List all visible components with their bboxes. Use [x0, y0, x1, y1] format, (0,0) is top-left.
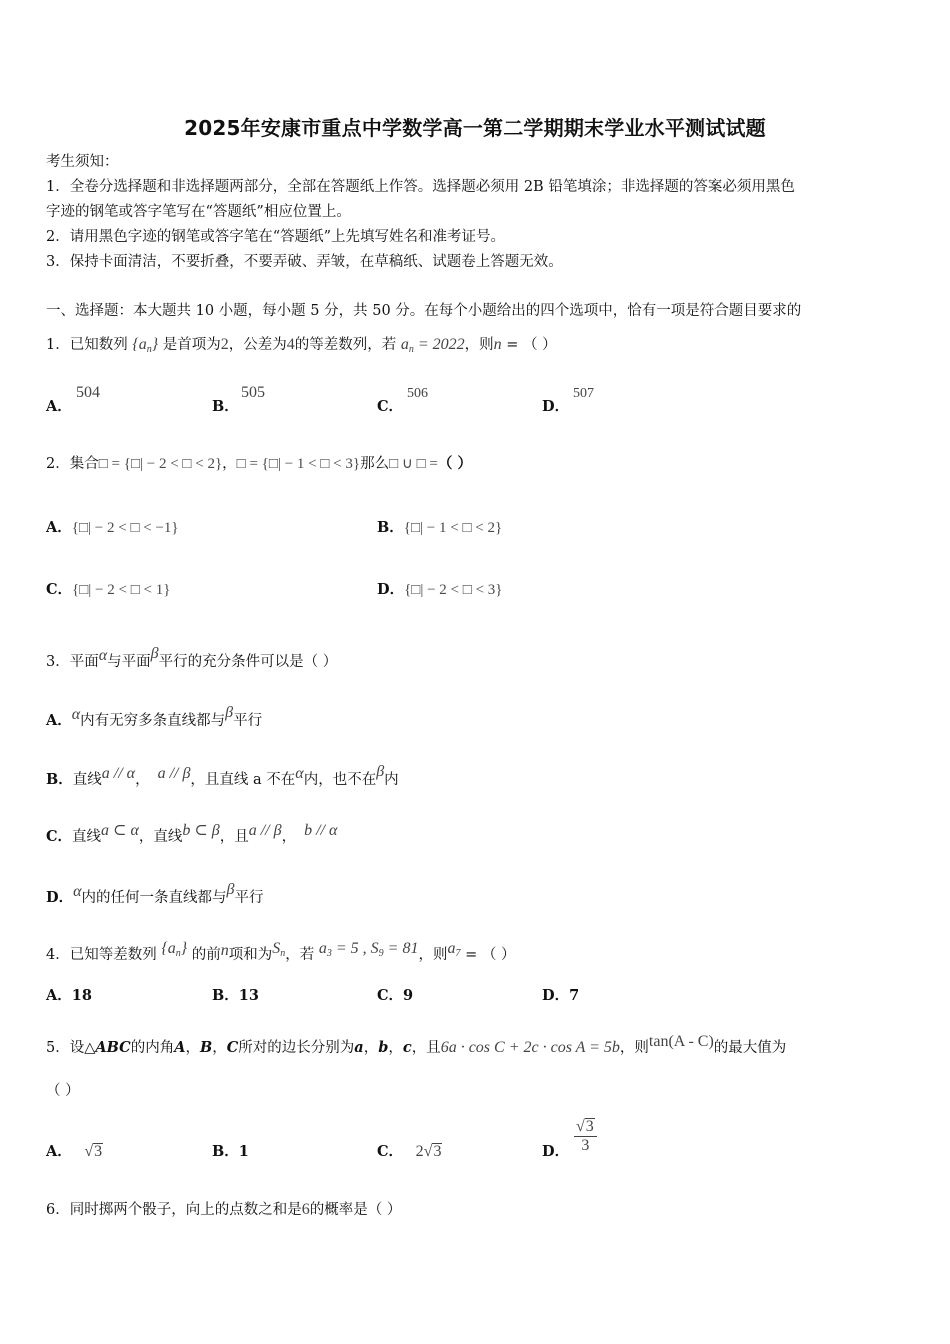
- q5-triangle: ABC: [95, 1039, 131, 1056]
- q3-option-a[interactable]: A．α内有无穷多条直线都与β平行: [46, 704, 263, 729]
- q2-option-d[interactable]: D．{□| − 2 < □ < 3}: [377, 581, 503, 598]
- q1-number: 1．: [46, 337, 70, 353]
- q6-text: 同时掷两个骰子，向上的点数之和是: [69, 1202, 302, 1218]
- notice-line-2: 2．请用黑色字迹的钢笔或答字笔在“答题纸”上先填写姓名和准考证号。: [46, 229, 506, 245]
- q1-text-3: ，公差为: [228, 337, 287, 353]
- q4-option-a[interactable]: A．18: [46, 987, 92, 1004]
- question-6: [46, 1201, 401, 1219]
- q3-text-2: 与平面: [107, 654, 151, 670]
- q4-option-d[interactable]: D．7: [542, 987, 580, 1004]
- q3-option-d[interactable]: D．α内的任何一条直线都与β平行: [46, 881, 264, 906]
- q3-number: 3．: [46, 654, 70, 670]
- q3-option-c[interactable]: C．直线a ⊂ α，直线b ⊂ β，且a // β， b // α: [46, 822, 338, 845]
- q5-option-d-value: $\frac{√3}{3}$: [574, 1118, 597, 1155]
- q5-equation: 6a · cos C + 2c · cos A = 5b: [440, 1039, 620, 1056]
- q6-number: 6．: [46, 1202, 70, 1218]
- q3-text: 平面: [69, 654, 99, 670]
- q4-text-2: 的前: [191, 947, 221, 963]
- notice-header: 考生须知：: [46, 154, 119, 170]
- q5-tan: tan(A - C): [648, 1033, 714, 1050]
- page-title: 2025年安康市重点中学数学高一第二学期期末学业水平测试试题: [184, 116, 766, 140]
- q1-option-b[interactable]: B．: [212, 398, 239, 415]
- q1-text-2: 是首项为: [162, 337, 221, 353]
- q5-option-a-value: √3: [84, 1143, 103, 1160]
- q1-an-equation: $a_n = 2022$: [400, 336, 465, 355]
- q5-option-c[interactable]: C． 2√3: [377, 1143, 442, 1160]
- q2-union: □ ∪ □ =: [389, 456, 438, 472]
- q2-paren: （ ）: [437, 455, 472, 472]
- q6-sum: 6: [301, 1201, 310, 1218]
- q4-condition: $a_3 = 5$ , $S_9 = 81$: [318, 940, 419, 959]
- q1-text: 已知数列: [69, 337, 128, 353]
- q1-option-c[interactable]: C．: [377, 398, 404, 415]
- q4-text: 已知等差数列: [69, 947, 157, 963]
- q1-first-term: 2: [220, 336, 229, 353]
- q4-option-b[interactable]: B．13: [212, 987, 259, 1004]
- q5-text-6: 的最大值为: [713, 1040, 787, 1056]
- q2-set-b: □ = {□| − 1 < □ < 3}: [236, 456, 361, 472]
- q5-text: 设△: [69, 1040, 96, 1056]
- q2-option-b-value: {□| − 1 < □ < 2}: [403, 520, 503, 536]
- q5-number: 5．: [46, 1040, 70, 1056]
- question-1: [46, 336, 557, 359]
- q4-sn: $S_n$: [272, 940, 286, 959]
- q1-option-d[interactable]: D．: [542, 398, 570, 415]
- question-4: [46, 940, 515, 964]
- q5-text-5: ，则: [619, 1040, 649, 1056]
- q1-text-4: 的等差数列，若: [294, 337, 397, 353]
- q3-alpha: α: [98, 647, 108, 664]
- notice-line-1a: 1．全卷分选择题和非选择题两部分，全部在答题纸上作答。选择题必须用 2B 铅笔填涂；非选择题的答案必须用黑色: [46, 179, 795, 195]
- q6-paren: 的概率是（ ）: [309, 1202, 402, 1218]
- q5-text-3: 所对的边长分别为: [238, 1040, 355, 1056]
- q4-text-5: ，则: [418, 947, 448, 963]
- q2-number: 2．: [46, 456, 70, 472]
- q1-option-b-value: 505: [241, 384, 265, 401]
- q1-sequence: $\{a_n\}$: [132, 336, 159, 355]
- q5-text-2: 的内角: [130, 1040, 175, 1056]
- q5-option-a[interactable]: A． √3: [46, 1143, 103, 1160]
- q3-text-3: 平行的充分条件可以是（ ）: [158, 654, 338, 670]
- q5-option-d[interactable]: D．: [542, 1143, 570, 1160]
- q2-option-a[interactable]: A．{□| − 2 < □ < −1}: [46, 519, 179, 536]
- question-2: [46, 455, 472, 473]
- q4-paren: = （ ）: [460, 947, 516, 963]
- q2-option-c[interactable]: C．{□| − 2 < □ < 1}: [46, 581, 171, 598]
- q1-option-d-value: 507: [573, 386, 594, 401]
- q5-text-4: ，且: [411, 1040, 441, 1056]
- q2-separator: ，: [222, 456, 237, 472]
- q4-number: 4．: [46, 947, 70, 963]
- q4-option-c[interactable]: C．9: [377, 987, 414, 1004]
- q5-option-b[interactable]: B．1: [212, 1143, 249, 1160]
- q4-text-4: ，若: [285, 947, 315, 963]
- notice-line-3: 3．保持卡面清洁，不要折叠，不要弄破、弄皱，在草稿纸、试题卷上答题无效。: [46, 254, 563, 270]
- q1-option-a-value: 504: [76, 384, 100, 401]
- q2-option-a-value: {□| − 2 < □ < −1}: [71, 520, 179, 536]
- q1-option-a[interactable]: A．: [46, 398, 72, 415]
- notice-line-1b: 字迹的钢笔或答字笔写在“答题纸”相应位置上。: [46, 204, 351, 220]
- q4-a7: $a_7$: [447, 940, 461, 959]
- question-5: 5．设△ABC的内角A，B，C所对的边长分别为a，b，c，且6a · cos C + 2c · cos A = 5b，则tan(A - C)的最大值为: [46, 1033, 787, 1056]
- q4-sequence: $\{a_n\}$: [161, 940, 188, 959]
- q2-set-a: □ = {□| − 2 < □ < 2}: [98, 456, 223, 472]
- section-heading: 一、选择题：本大题共 10 小题，每小题 5 分，共 50 分。在每个小题给出的四个选项中，恰有一项是符合题目要求的: [46, 303, 802, 319]
- q1-paren: = （ ）: [501, 337, 557, 353]
- q1-n: n: [493, 336, 502, 353]
- q4-text-3: 项和为: [228, 947, 273, 963]
- q2-text-2: 那么: [360, 456, 390, 472]
- q5-option-c-value: 2√3: [415, 1143, 442, 1160]
- question-3: [46, 645, 337, 671]
- q1-option-c-value: 506: [407, 386, 428, 401]
- q2-text: 集合: [69, 456, 99, 472]
- q1-difference: 4: [286, 336, 295, 353]
- q3-beta: β: [150, 645, 159, 662]
- q5-paren: （ ）: [46, 1083, 80, 1099]
- q4-n: n: [220, 942, 229, 959]
- q1-text-5: ，则: [464, 337, 494, 353]
- q2-option-c-value: {□| − 2 < □ < 1}: [72, 582, 171, 598]
- q2-option-b[interactable]: B．{□| − 1 < □ < 2}: [377, 519, 503, 536]
- q2-option-d-value: {□| − 2 < □ < 3}: [404, 582, 503, 598]
- q3-option-b[interactable]: B．直线a // α， a // β，且直线 a 不在α内，也不在β内: [46, 763, 399, 788]
